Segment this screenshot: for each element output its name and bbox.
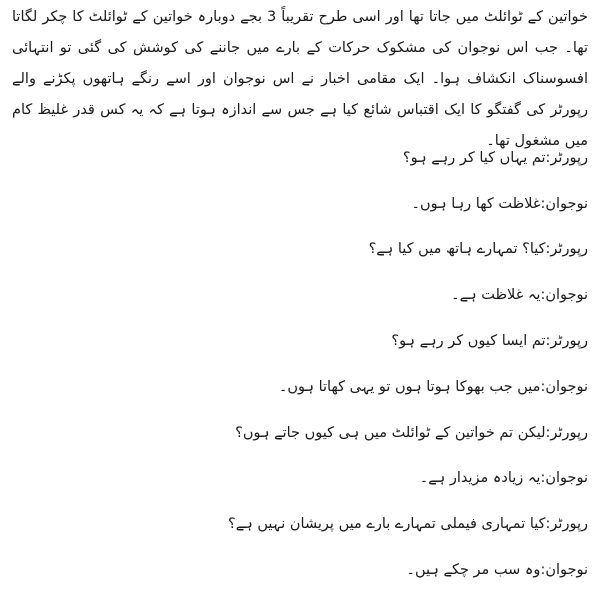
dialogue-line [12, 135, 588, 181]
speaker-label: رپورٹر : [546, 333, 588, 349]
utterance-text: یہ غلاظت ہے۔ [451, 287, 541, 304]
utterance-text: تم یہاں کیا کر رہے ہو؟ [402, 149, 546, 166]
utterance-text: غلاظت کھا رہا ہوں۔ [411, 195, 541, 212]
speaker-label: نوجوان : [540, 196, 588, 212]
utterance-text: وہ سب مر چکے ہیں۔ [406, 562, 541, 579]
speaker-label: رپورٹر : [546, 241, 588, 257]
utterance-text: یہ زیادہ مزیدار ہے۔ [419, 470, 541, 487]
speaker-label: رپورٹر : [546, 425, 588, 441]
speaker-label: نوجوان : [540, 470, 588, 486]
dialogue-line [12, 456, 588, 502]
dialogue-line [12, 364, 588, 410]
speaker-label: نوجوان : [540, 562, 588, 578]
speaker-label: نوجوان : [540, 379, 588, 395]
dialogue-line [12, 181, 588, 227]
dialogue-line [12, 272, 588, 318]
speaker-label: نوجوان : [540, 287, 588, 303]
dialogue-list [12, 135, 588, 593]
dialogue-line [12, 501, 588, 547]
utterance-text: کیا؟ تمہارے ہاتھ میں کیا ہے؟ [368, 241, 546, 258]
utterance-text: کیا تمہاری فیملی تمہارے بارے میں پریشان نہیں ہے؟ [228, 516, 546, 533]
dialogue-line [12, 227, 588, 273]
intro-paragraph: خواتین کے ٹوائلٹ میں جاتا تھا اور اسی طرح تقریباً 3 بجے دوبارہ خواتین کے ٹوائلٹ کا چکر لگاتا تھا۔ جب اس نوجوان کی مشکوک حرکات کے بارے میں جاننے کی کوشش کی گئی تو انتہائی افسوسناک انکشاف ہوا۔ ایک مقامی اخبار نے اس نوجوان اور اسے رنگے ہاتھوں پکڑنے والے رپورٹر کی گفتگو کا ایک اقتباس شائع کیا ہے جس سے اندازہ ہوتا ہے کہ یہ کس قدر غلیظ کام میں مشغول تھا۔ [12, 9, 588, 149]
utterance-text: لیکن تم خواتین کے ٹوائلٹ میں ہی کیوں جاتے ہوں؟ [235, 424, 546, 441]
dialogue-line [12, 547, 588, 593]
dialogue-line [12, 318, 588, 364]
speaker-label: رپورٹر : [546, 516, 588, 532]
utterance-text: میں جب بھوکا ہوتا ہوں تو یہی کھاتا ہوں۔ [278, 378, 541, 395]
utterance-text: تم ایسا کیوں کر رہے ہو؟ [391, 333, 546, 350]
article-page [12, 0, 588, 600]
speaker-label: رپورٹر : [546, 150, 588, 166]
dialogue-line [12, 410, 588, 456]
